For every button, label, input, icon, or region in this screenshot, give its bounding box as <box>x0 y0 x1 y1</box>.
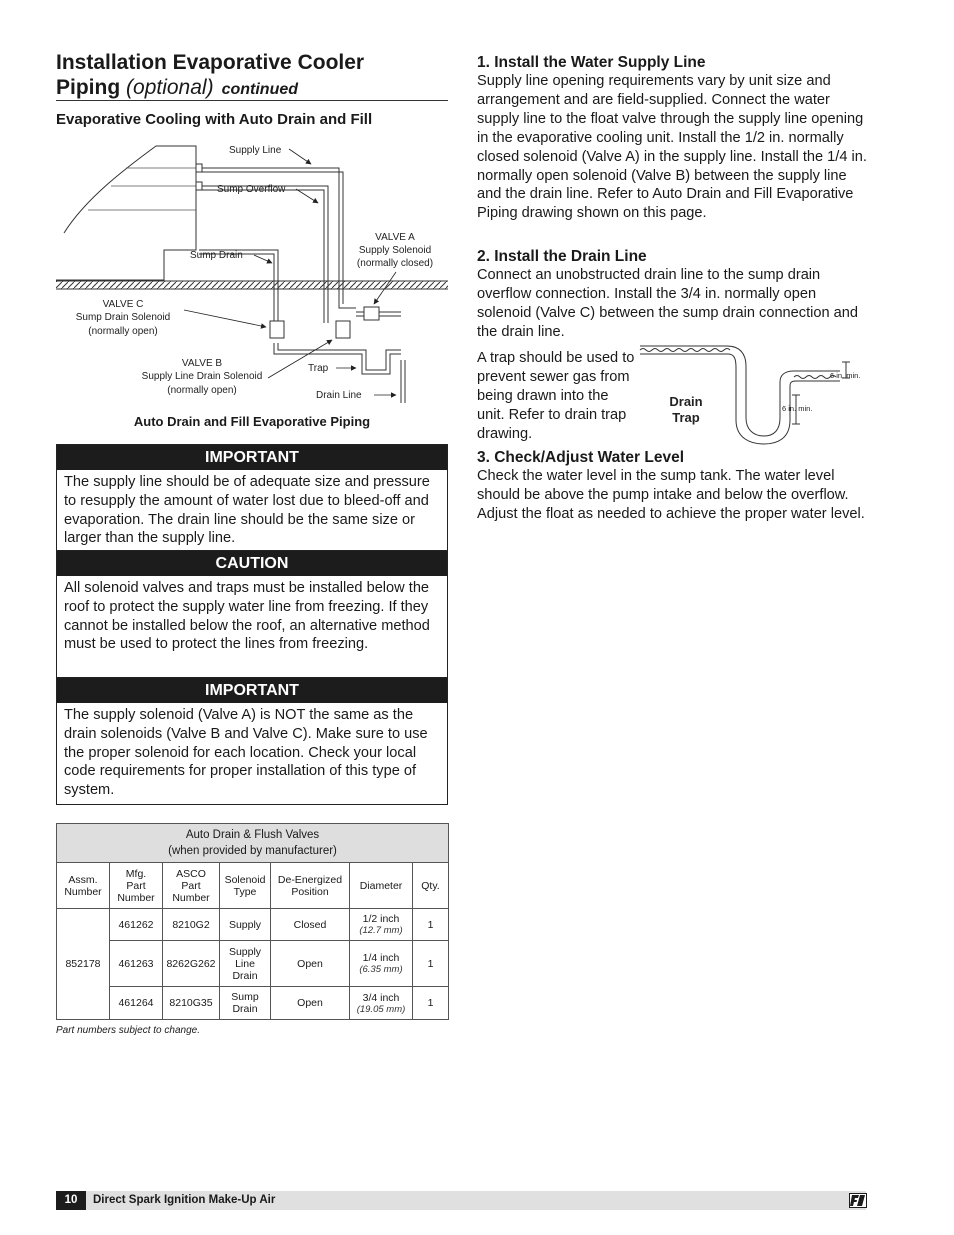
notice-important-2 <box>56 678 448 805</box>
table-cell: 8210G2 <box>163 909 220 941</box>
table-cell: 8210G35 <box>163 987 220 1020</box>
dimension-label: 6 in. min. <box>830 371 861 380</box>
label-valve-c-2: Sump Drain Solenoid <box>75 312 171 323</box>
table-row <box>57 941 449 987</box>
section-text: Check the water level in the sump tank. The water level should be above the pump intake and below the overflow. Adjust the float as needed to achieve the proper water level. <box>477 468 865 522</box>
table-cell: 461262 <box>110 909 163 941</box>
table-cell: 461264 <box>110 987 163 1020</box>
column-header: Mfg. Part Number <box>110 863 163 909</box>
title-divider <box>56 100 448 101</box>
notice-header: IMPORTANT <box>57 678 447 703</box>
section-heading: 2. Install the Drain Line <box>477 248 647 265</box>
section-heading: 3. Check/Adjust Water Level <box>477 449 685 466</box>
table-cell: Open <box>271 941 350 987</box>
manifold-pipe <box>278 343 401 370</box>
table-cell: 1 <box>413 987 449 1020</box>
valve-c <box>270 321 284 338</box>
dimension-label: 6 in. min. <box>782 404 813 413</box>
table-cell: Supply <box>220 909 271 941</box>
title-continued: continued <box>221 81 299 98</box>
label-valve-b-3: (normally open) <box>167 385 237 396</box>
leader-arrow <box>184 310 266 327</box>
trap-pipe <box>640 346 840 436</box>
water-line <box>640 349 730 352</box>
leader-arrow <box>296 189 318 203</box>
table-caption-line-1: Auto Drain & Flush Valves <box>185 829 320 841</box>
page-title <box>56 50 456 102</box>
table-cell: 1 <box>413 909 449 941</box>
label-sump-drain: Sump Drain <box>190 250 243 261</box>
float-box <box>196 182 202 190</box>
table-cell: Supply Line Drain <box>220 941 271 987</box>
column-header: Solenoid Type <box>220 863 271 909</box>
valve-a <box>364 307 379 320</box>
drain-trap-drawing <box>632 340 872 445</box>
section-heading: 1. Install the Water Supply Line <box>477 54 706 71</box>
section-water-supply <box>477 54 873 223</box>
unit-housing <box>56 146 196 280</box>
column-header: De-Energized Position <box>271 863 350 909</box>
notice-text: The supply solenoid (Valve A) is NOT the same as the drain solenoids (Valve B and Valve C). Make sure to use the proper solenoid for each location. Check your local code requirements for proper installation of this type of system. <box>64 707 428 799</box>
label-supply-line: Supply Line <box>229 145 282 156</box>
diameter-cell <box>350 909 413 941</box>
diameter-cell <box>350 987 413 1020</box>
section-drain-line <box>477 248 873 342</box>
label-valve-c-3: (normally open) <box>88 326 158 337</box>
title-piping: Piping <box>56 76 121 99</box>
table-note: Part numbers subject to change. <box>56 1025 200 1036</box>
title-optional: (optional) <box>126 76 214 99</box>
table-cell: 461263 <box>110 941 163 987</box>
footer-title: Direct Spark Ignition Make-Up Air <box>93 1194 276 1206</box>
diameter-mm: (19.05 mm) <box>356 1003 406 1015</box>
diameter-mm: (12.7 mm) <box>359 925 403 936</box>
title-line-1: Installation Evaporative Cooler <box>56 51 365 74</box>
diameter-value: 1/4 inch <box>362 952 400 964</box>
table-row <box>57 909 449 941</box>
diagram-caption: Auto Drain and Fill Evaporative Piping <box>133 414 371 429</box>
title-line-2 <box>56 75 456 102</box>
label-valve-b-2: Supply Line Drain Solenoid <box>141 371 263 382</box>
label-sump-overflow: Sump Overflow <box>217 184 286 195</box>
trap-label-1: Drain <box>669 394 703 409</box>
diameter-value: 3/4 inch <box>362 991 400 1004</box>
diameter-mm: (6.35 mm) <box>359 964 403 975</box>
label-valve-b-1: VALVE B <box>181 358 223 369</box>
column-header: Diameter <box>350 863 413 909</box>
table-row <box>57 987 449 1020</box>
section-text: Supply line opening requirements vary by unit size and arrangement and are field-supplied. Connect the water supply line to the float valve through the supply line opening in the evaporative cooling unit. Install the 1/2 in. normally closed solenoid (Valve A) in the supply line. Install the 1/4 in. normally open solenoid (Valve B) between the supply line and the drain line. Refer to Auto Drain and Fill Evaporative Piping drawing shown on this page. <box>477 73 867 222</box>
leader-arrow <box>254 255 272 263</box>
valve-table <box>56 823 449 1020</box>
diameter-cell <box>350 941 413 987</box>
manifold-pipe <box>274 343 401 374</box>
column-header: Qty. <box>413 863 449 909</box>
column-header: Assm. Number <box>57 863 110 909</box>
notice-header: IMPORTANT <box>57 445 447 470</box>
section-water-level <box>477 449 873 524</box>
label-drain-line: Drain Line <box>316 390 362 401</box>
notice-text: All solenoid valves and traps must be installed below the roof to protect the supply water line from freezing. If they cannot be installed below the roof, an alternative method must be used to protect the lines from freezing. <box>64 580 430 653</box>
page-number: 10 <box>56 1191 86 1210</box>
leader-arrow <box>289 149 311 164</box>
table-cell: 8262G262 <box>163 941 220 987</box>
piping-diagram <box>56 138 448 413</box>
logo-icon <box>849 1193 867 1208</box>
notice-text: The supply line should be of adequate size and pressure to resupply the amount of water lost due to bleed-off and evaporation. The drain line should be the same size or larger than the supply line. <box>64 474 430 547</box>
label-valve-a-2: Supply Solenoid <box>358 245 432 256</box>
trap-label-2: Trap <box>672 410 700 425</box>
notice-header: CAUTION <box>57 551 447 576</box>
diameter-value: 1/2 inch <box>362 913 400 925</box>
table-caption-line-2: (when provided by manufacturer) <box>168 845 337 857</box>
table-cell: Sump Drain <box>220 987 271 1020</box>
column-header: ASCO Part Number <box>163 863 220 909</box>
table-cell: Open <box>271 987 350 1020</box>
label-valve-c-1: VALVE C <box>102 299 144 310</box>
label-valve-a-3: (normally closed) <box>356 258 434 269</box>
float-box <box>196 164 202 172</box>
trap-paragraph: A trap should be used to prevent sewer gas from being drawn into the unit. Refer to drain trap drawing. <box>477 350 635 442</box>
table-cell: 1 <box>413 941 449 987</box>
notice-important-1 <box>56 444 448 551</box>
assembly-number-cell: 852178 <box>57 909 110 1020</box>
diagram-heading: Evaporative Cooling with Auto Drain and Fill <box>56 111 373 128</box>
valve-b <box>336 321 350 338</box>
label-valve-a-1: VALVE A <box>375 232 415 243</box>
table-caption <box>57 824 449 863</box>
notice-caution <box>56 551 448 678</box>
label-trap: Trap <box>308 363 329 374</box>
section-text: Connect an unobstructed drain line to the sump drain overflow connection. Install the 3/4 in. normally open solenoid (Valve C) between the sump drain connection and the drain line. <box>477 267 859 340</box>
table-cell: Closed <box>271 909 350 941</box>
